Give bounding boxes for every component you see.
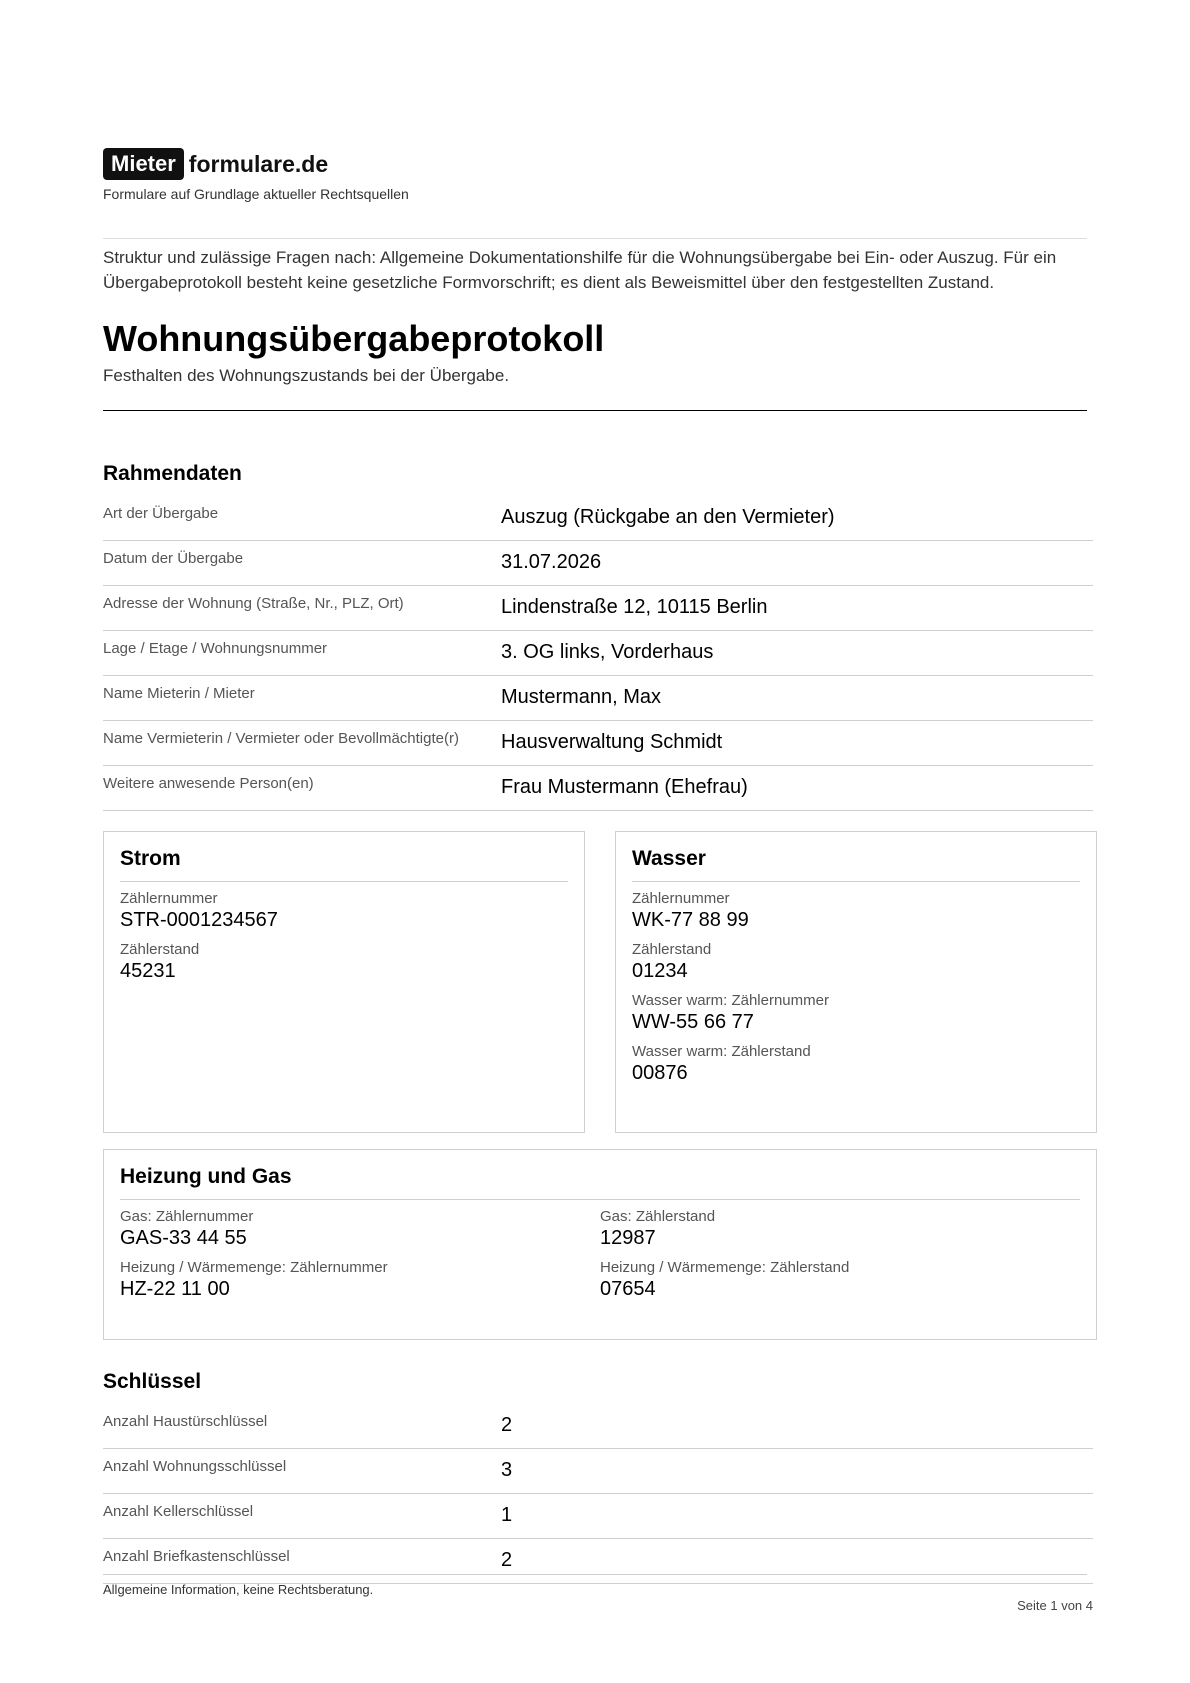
field-value: 3 xyxy=(501,1459,513,1481)
intro-text: Struktur und zulässige Fragen nach: Allgemeine Dokumentationshilfe für die Wohnungsübergabe bei Ein- oder Auszug. Für ein Übergabeprotokoll besteht keine gesetzliche Formvorschrift; es dient als Beweismittel über den festgestellten Zustand. xyxy=(103,248,1057,292)
section-title-schluessel: Schlüssel xyxy=(103,1370,202,1393)
field-value: 01234 xyxy=(632,960,688,982)
field-value: Auszug (Rückgabe an den Vermieter) xyxy=(501,506,835,528)
field-label: Zählerstand xyxy=(632,941,712,958)
field-value: 31.07.2026 xyxy=(501,551,602,573)
box-title-strom: Strom xyxy=(120,847,568,882)
box-title-wasser: Wasser xyxy=(632,847,1080,882)
meter-field xyxy=(600,1259,1080,1301)
field-label: Adresse der Wohnung (Straße, Nr., PLZ, Ort) xyxy=(103,595,404,612)
field-value: 2 xyxy=(501,1549,513,1571)
field-label: Zählernummer xyxy=(120,890,218,907)
field-label: Anzahl Briefkastenschlüssel xyxy=(103,1548,290,1565)
meter-field xyxy=(632,1043,1080,1085)
field-label: Name Vermieterin / Vermieter oder Bevollmächtigte(r) xyxy=(103,730,459,747)
field-label: Weitere anwesende Person(en) xyxy=(103,775,314,792)
table-row xyxy=(103,1449,1093,1494)
field-value: 12987 xyxy=(600,1227,656,1249)
meter-field xyxy=(632,992,1080,1034)
table-row xyxy=(103,676,1093,721)
footer-disclaimer: Allgemeine Information, keine Rechtsberatung. xyxy=(103,1582,374,1597)
table-row xyxy=(103,721,1093,766)
rahmendaten-table xyxy=(103,496,1093,811)
field-value: HZ-22 11 00 xyxy=(120,1278,230,1300)
heizung-gas-box xyxy=(103,1149,1097,1340)
field-label: Lage / Etage / Wohnungsnummer xyxy=(103,640,328,657)
meter-field xyxy=(120,1208,600,1250)
brand-badge: Mieter xyxy=(103,148,184,180)
box-title-heizung: Heizung und Gas xyxy=(120,1165,1080,1200)
title-divider xyxy=(103,410,1087,411)
field-label: Wasser warm: Zählerstand xyxy=(632,1043,811,1060)
field-value: STR-0001234567 xyxy=(120,909,278,931)
field-value: GAS-33 44 55 xyxy=(120,1227,247,1249)
field-value: Mustermann, Max xyxy=(501,686,662,708)
meter-field xyxy=(120,1259,600,1301)
brand-name: formulare.de xyxy=(188,150,329,177)
heizung-left-column xyxy=(120,1208,600,1310)
field-label: Art der Übergabe xyxy=(103,505,219,522)
brand-logo xyxy=(103,148,328,180)
footer-divider xyxy=(103,1574,1087,1575)
table-row xyxy=(103,496,1093,541)
strom-box xyxy=(103,831,585,1133)
field-label: Anzahl Haustürschlüssel xyxy=(103,1413,268,1430)
field-label: Gas: Zählernummer xyxy=(120,1208,254,1225)
table-row xyxy=(103,1494,1093,1539)
meter-field xyxy=(120,890,568,932)
meter-field xyxy=(120,941,568,983)
field-label: Wasser warm: Zählernummer xyxy=(632,992,829,1009)
field-value: 2 xyxy=(501,1414,513,1436)
schluessel-table xyxy=(103,1404,1093,1584)
table-row xyxy=(103,586,1093,631)
page-number: Seite 1 von 4 xyxy=(1017,1598,1093,1613)
section-title-rahmendaten: Rahmendaten xyxy=(103,462,242,485)
meter-field xyxy=(600,1208,1080,1250)
field-value: WW-55 66 77 xyxy=(632,1011,754,1033)
meter-field xyxy=(632,941,1080,983)
field-label: Datum der Übergabe xyxy=(103,550,244,567)
field-label: Gas: Zählerstand xyxy=(600,1208,716,1225)
field-value: 3. OG links, Vorderhaus xyxy=(501,641,714,663)
field-value: 07654 xyxy=(600,1278,656,1300)
heizung-right-column xyxy=(600,1208,1080,1310)
field-value: WK-77 88 99 xyxy=(632,909,749,931)
field-label: Name Mieterin / Mieter xyxy=(103,685,255,702)
brand-tagline: Formulare auf Grundlage aktueller Rechtsquellen xyxy=(103,186,409,202)
field-value: 1 xyxy=(501,1504,513,1526)
field-label: Heizung / Wärmemenge: Zählerstand xyxy=(600,1259,850,1276)
field-value: 00876 xyxy=(632,1062,688,1084)
table-row xyxy=(103,541,1093,586)
wasser-box xyxy=(615,831,1097,1133)
page-subtitle: Festhalten des Wohnungszustands bei der Übergabe. xyxy=(103,366,510,385)
field-label: Anzahl Wohnungsschlüssel xyxy=(103,1458,287,1475)
table-row xyxy=(103,1539,1093,1584)
table-row xyxy=(103,1404,1093,1449)
page-title: Wohnungsübergabeprotokoll xyxy=(103,318,605,359)
intro-divider xyxy=(103,238,1087,239)
meter-field xyxy=(632,890,1080,932)
heizung-grid xyxy=(120,1208,1080,1310)
table-row xyxy=(103,631,1093,676)
table-row xyxy=(103,766,1093,811)
field-value: Frau Mustermann (Ehefrau) xyxy=(501,776,748,798)
field-value: Lindenstraße 12, 10115 Berlin xyxy=(501,596,768,618)
field-value: 45231 xyxy=(120,960,176,982)
field-label: Heizung / Wärmemenge: Zählernummer xyxy=(120,1259,388,1276)
field-value: Hausverwaltung Schmidt xyxy=(501,731,723,753)
field-label: Anzahl Kellerschlüssel xyxy=(103,1503,254,1520)
field-label: Zählernummer xyxy=(632,890,730,907)
field-label: Zählerstand xyxy=(120,941,200,958)
